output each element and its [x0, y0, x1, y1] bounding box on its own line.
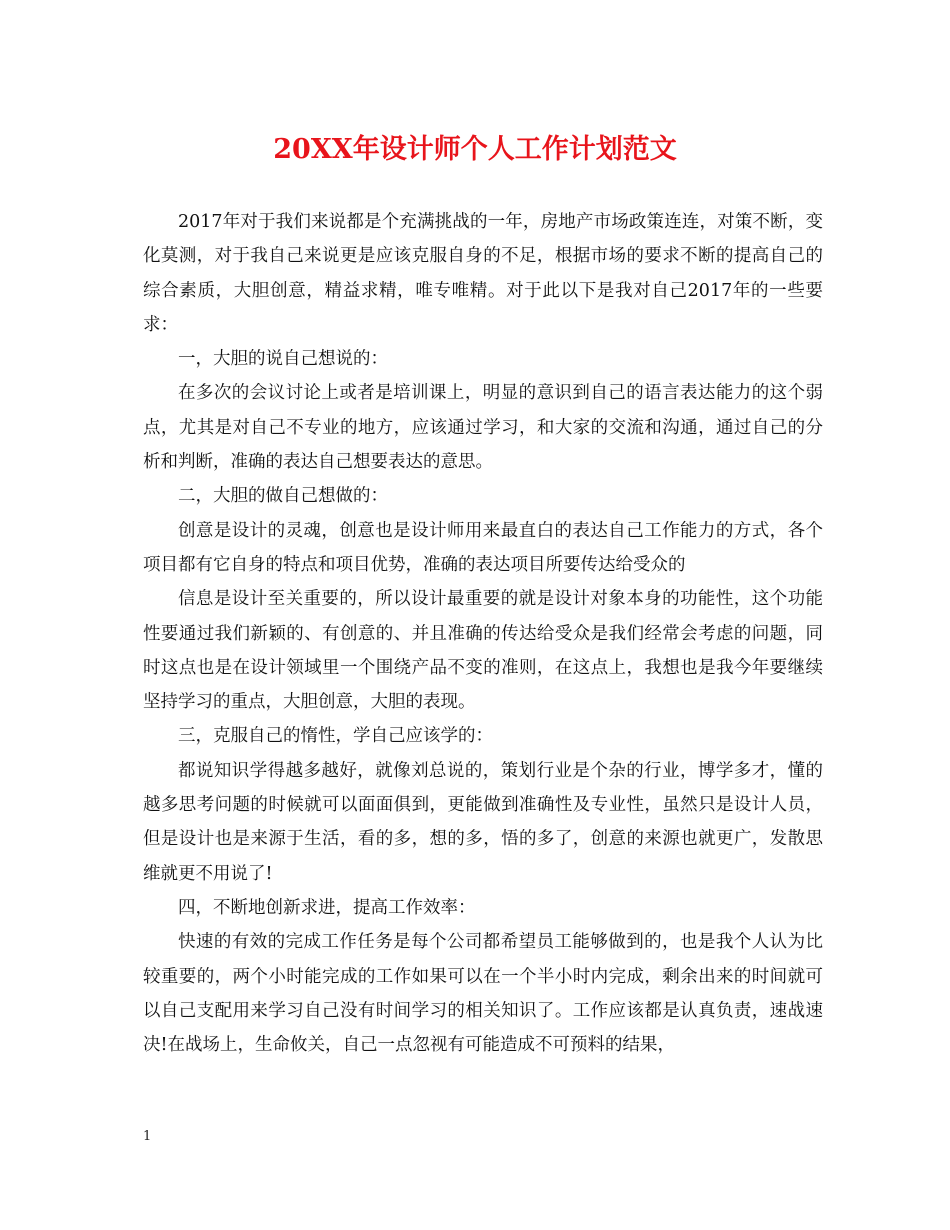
section-heading-4: 四，不断地创新求进，提高工作效率：: [178, 897, 476, 918]
page-number: 1: [143, 1129, 152, 1144]
paragraph-section-1: 在多次的会议讨论上或者是培训课上，明显的意识到自己的语言表达能力的这个弱点，尤其是对自己不专业的地方，应该通过学习，和大家的交流和沟通，通过自己的分析和判断，准确的表达自己想要表达的意思。: [143, 383, 823, 473]
section-heading-3: 三，克服自己的惰性，学自己应该学的：: [178, 726, 493, 747]
paragraph-section-2b: 信息是设计至关重要的，所以设计最重要的就是设计对象本身的功能性，这个功能性要通过我们新颖的、有创意的、并且准确的传达给受众是我们经常会考虑的问题，同时这点也是在设计领域里一个围绕产品不变的准则，在这点上，我想也是我今年要继续坚持学习的重点，大胆创意，大胆的表现。: [143, 589, 823, 713]
paragraph-section-4: 快速的有效的完成工作任务是每个公司都希望员工能够做到的，也是我个人认为比较重要的，两个小时能完成的工作如果可以在一个半小时内完成，剩余出来的时间就可以自己支配用来学习自己没有时间学习的相关知识了。工作应该都是认真负责，速战速决!在战场上，生命攸关，自己一点忽视有可能造成不可预料的结果，: [143, 932, 823, 1056]
paragraph-section-2a: 创意是设计的灵魂，创意也是设计师用来最直白的表达自己工作能力的方式，各个项目都有它自身的特点和项目优势，准确的表达项目所要传达给受众的: [143, 520, 823, 575]
section-heading-2: 二，大胆的做自己想做的：: [178, 486, 388, 507]
document-title: 20XX年设计师个人工作计划范文: [273, 134, 677, 165]
paragraph-intro: 2017年对于我们来说都是个充满挑战的一年，房地产市场政策连连，对策不断，变化莫测，对于我自己来说更是应该克服自身的不足，根据市场的要求不断的提高自己的综合素质，大胆创意，精益求精，唯专唯精。对于此以下是我对自己2017年的一些要求：: [143, 212, 823, 335]
paragraph-section-3: 都说知识学得越多越好，就像刘总说的，策划行业是个杂的行业，博学多才，懂的越多思考问题的时候就可以面面俱到，更能做到准确性及专业性，虽然只是设计人员，但是设计也是来源于生活，看的多，想的多，悟的多了，创意的来源也就更广，发散思维就更不用说了!: [143, 760, 823, 884]
section-heading-1: 一，大胆的说自己想说的：: [178, 349, 388, 370]
document-body: [143, 205, 823, 1062]
